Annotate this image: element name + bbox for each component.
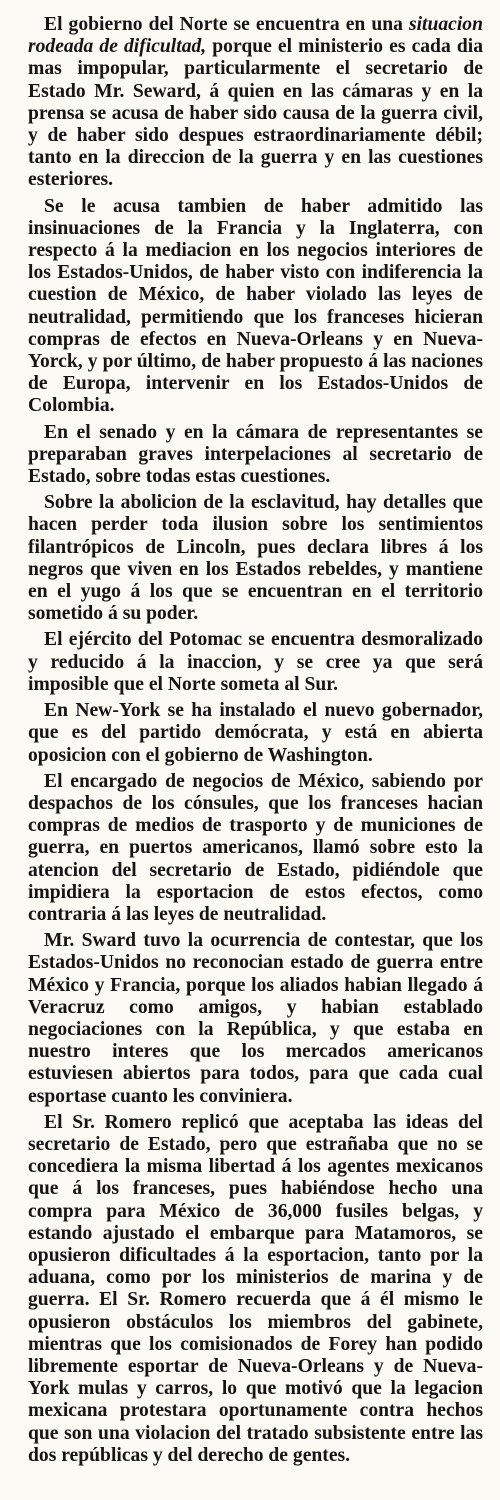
paragraph-4 <box>28 492 483 625</box>
text-segment: Se le acusa tambien de haber admitido las insinuaciones de la Francia y la Inglaterra, con respecto á la mediacion en los negocios interiores de los Estados-Unidos, de haber visto con indiferencia la cuestion de México, de haber violado las leyes de neutralidad, permitiendo que los franceses hicieran compras de efectos en Nueva-Orleans y en Nueva-Yorck, y por último, de haber propuesto á las naciones de Europa, intervenir en los Estados-Unidos de Colombia. <box>28 195 483 417</box>
text-segment: Sobre la abolicion de la esclavitud, hay detalles que hacen perder toda ilusion sobre los sentimientos filantrópicos de Lincoln, pues declara libres á los negros que viven en los Estados rebeldes, y mantiene en el yugo á los que se encuentran en el territorio sometido á su poder. <box>28 492 483 625</box>
text-segment: El Sr. Romero replicó que aceptaba las ideas del secretario de Estado, pero que estrañaba que no se concediera la misma libertad á los agentes mexicanos que á los franceses, pues habiéndose hecho una compra para México de 36,000 fusiles belgas, y estando ajustado el embarque para Matamoros, se opusieron dificultades á la esportacion, tanto por la aduana, como por los ministerios de marina y de guerra. El Sr. Romero recuerda que á él mismo le opusieron obstáculos los miembros del gabinete, mientras que los comisionados de Forey han podido libremente esportar de Nueva-Orleans y de Nueva-York mulas y carros, lo que motivó que la legacion mexicana protestara oportunamente contra hechos que son una violacion del tratado subsistente entre las dos repúblicas y del derecho de gentes. <box>28 1111 483 1466</box>
paragraph-1 <box>28 14 483 192</box>
paragraph-6 <box>28 700 483 767</box>
paragraph-3 <box>28 422 483 489</box>
text-segment: En el senado y en la cámara de representantes se preparaban graves interpelaciones al secretario de Estado, sobre todas estas cuestiones. <box>28 421 483 488</box>
text-segment: El ejército del Potomac se encuentra desmoralizado y reducido á la inaccion, y se cree ya que será imposible que el Norte someta al Sur. <box>28 629 483 695</box>
text-segment: porque el ministerio es cada dia mas impopular, particularmente el secretario de Estado Mr. Seward, á quien en las cámaras y en la prensa se acusa de haber sido causa de la guerra civil, y de haber sido despues estraordinariamente débil; tanto en la direccion de la guerra y en las cuestiones esteriores. <box>28 36 483 191</box>
paragraph-7 <box>28 771 483 926</box>
paragraph-2 <box>28 196 483 418</box>
article-column <box>28 14 483 1467</box>
text-segment: Mr. Sward tuvo la ocurrencia de contestar, que los Estados-Unidos no reconocian estado de guerra entre México y Francia, porque los aliados habian llegado á Veracruz como amigos, y habian establado negociaciones con la República, y que estaba en nuestro interes que los mercados americanos estuviesen abiertos para todos, para que cada cual esportase cuanto les conviniera. <box>28 930 483 1107</box>
text-segment: En New-York se ha instalado el nuevo gobernador, que es del partido demócrata, y está en abierta oposicion con el gobierno de Washington. <box>28 700 483 766</box>
paragraph-5 <box>28 629 483 696</box>
paragraph-9 <box>28 1112 483 1467</box>
paragraph-8 <box>28 930 483 1108</box>
text-segment: El encargado de negocios de México, sabiendo por despachos de los cónsules, que los franceses hacian compras de medios de trasporto y de municiones de guerra, en puertos americanos, llamó sobre esto la atencion del secretario de Estado, pidiéndole que impidiera la esportacion de estos efectos, como contraria á las leyes de neutralidad. <box>28 770 483 925</box>
italic-text-segment: situacion rodeada de dificultad, <box>28 14 483 58</box>
text-segment: El gobierno del Norte se encuentra en una <box>44 14 409 35</box>
